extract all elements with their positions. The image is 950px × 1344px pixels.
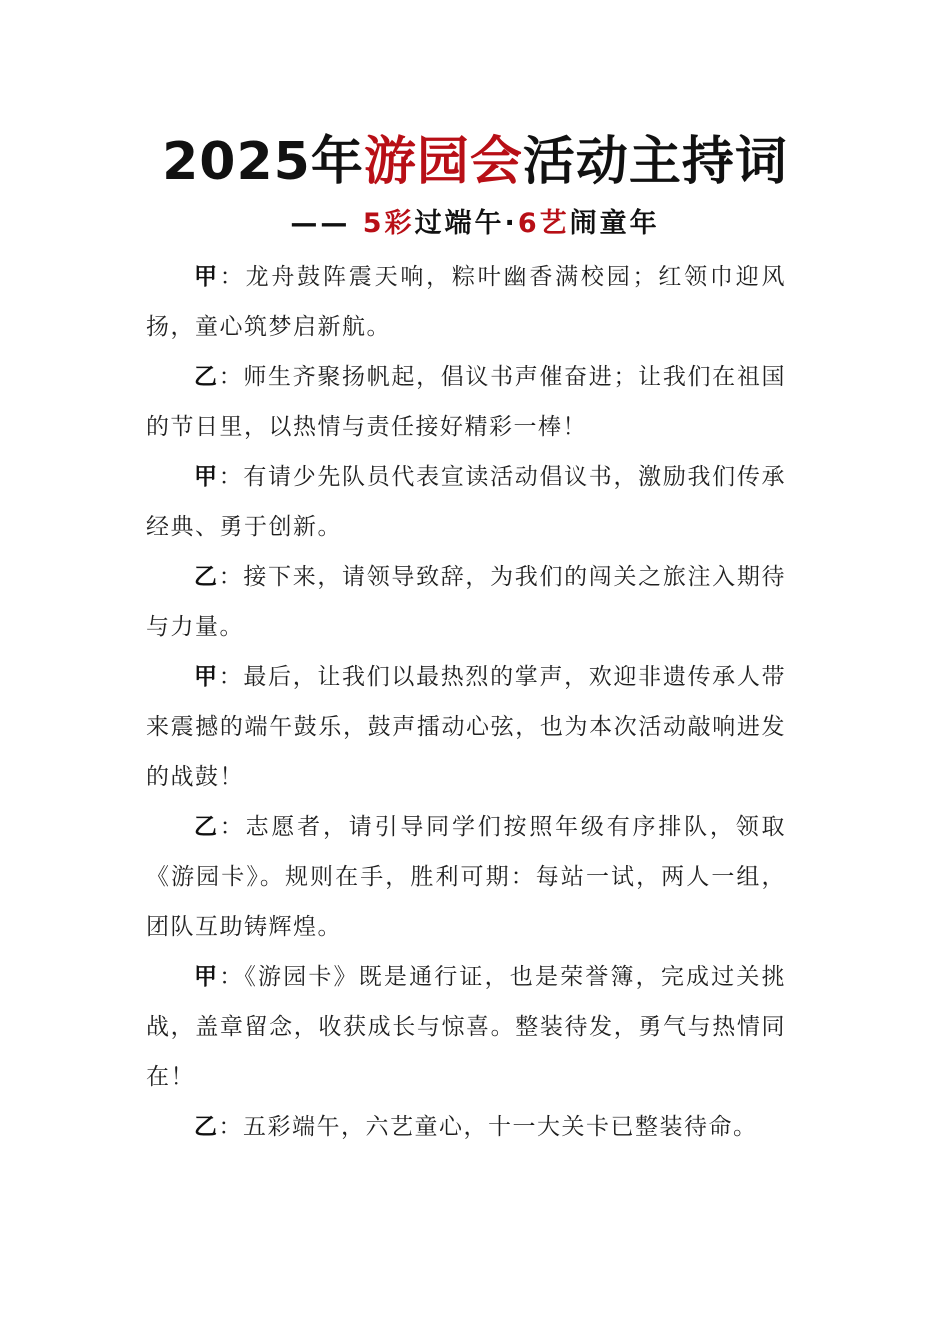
speaker-label: 乙 — [194, 364, 219, 390]
dialogue-text: ：志愿者，请引导同学们按照年级有序排队，领取《游园卡》。规则在手，胜利可期：每站一试，两人一组，团队互助铸辉煌。 — [146, 814, 787, 940]
page-title — [0, 128, 950, 196]
dialogue-text: ：《游园卡》既是通行证，也是荣誉簿，完成过关挑战，盖章留念，收获成长与惊喜。整装待发，勇气与热情同在！ — [146, 964, 787, 1090]
script-body — [146, 252, 786, 1152]
dialogue-text: ：最后，让我们以最热烈的掌声，欢迎非遗传承人带来震撼的端午鼓乐，鼓声擂动心弦，也为本次活动敲响进发的战鼓！ — [146, 664, 787, 790]
speaker-label: 甲 — [194, 964, 220, 990]
title-year: 2025年 — [162, 132, 364, 192]
subtitle-text-two: 闹童年 — [569, 208, 660, 239]
speaker-label: 乙 — [194, 814, 220, 840]
dialogue-paragraph — [146, 452, 786, 552]
subtitle-dash: —— — [290, 208, 363, 239]
dialogue-paragraph — [146, 352, 786, 452]
dialogue-paragraph — [146, 952, 786, 1102]
dialogue-text: ：师生齐聚扬帆起，倡议书声催奋进；让我们在祖国的节日里，以热情与责任接好精彩一棒！ — [146, 364, 787, 440]
dialogue-text: ：接下来，请领导致辞，为我们的闯关之旅注入期待与力量。 — [146, 564, 787, 640]
dialogue-paragraph — [146, 1102, 786, 1152]
subtitle-accent-six: 6艺 — [517, 208, 570, 239]
speaker-label: 甲 — [194, 264, 220, 290]
speaker-label: 甲 — [194, 664, 219, 690]
dialogue-paragraph — [146, 652, 786, 802]
title-rest: 活动主持词 — [522, 132, 788, 192]
dialogue-paragraph — [146, 802, 786, 952]
dialogue-text: ：有请少先队员代表宣读活动倡议书，激励我们传承经典、勇于创新。 — [146, 464, 787, 540]
speaker-label: 乙 — [194, 564, 219, 590]
dialogue-paragraph — [146, 552, 786, 652]
subtitle-text-one: 过端午· — [414, 208, 518, 239]
page-subtitle — [0, 204, 950, 244]
title-accent: 游园会 — [363, 132, 523, 192]
subtitle-accent-five: 5彩 — [362, 208, 415, 239]
speaker-label: 甲 — [194, 464, 219, 490]
dialogue-text: ：龙舟鼓阵震天响，粽叶幽香满校园；红领巾迎风扬，童心筑梦启新航。 — [146, 264, 787, 340]
dialogue-text: ：五彩端午，六艺童心，十一大关卡已整装待命。 — [218, 1114, 758, 1140]
dialogue-paragraph — [146, 252, 786, 352]
speaker-label: 乙 — [194, 1114, 219, 1140]
